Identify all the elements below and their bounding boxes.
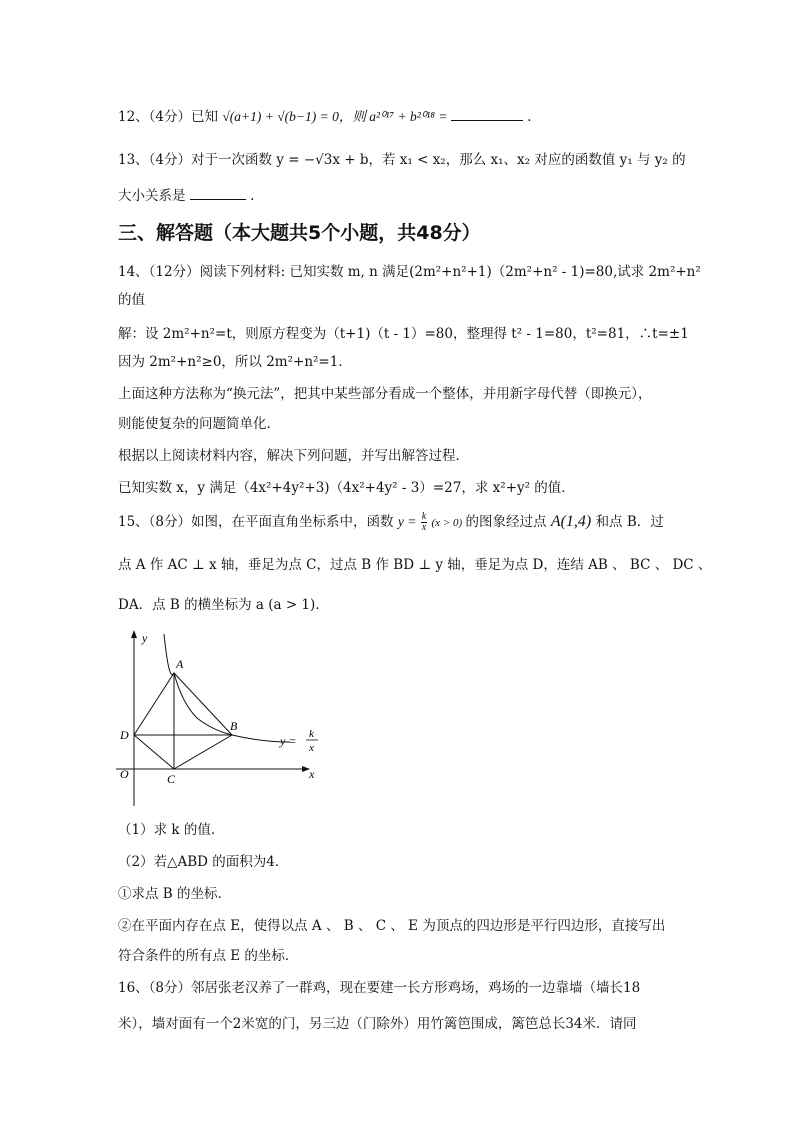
q13-answer-blank[interactable] [190,187,246,200]
func-label-den: x [309,742,314,754]
question-12 [118,107,531,127]
q15-part2: （2）若△ABD 的面积为4． [118,854,289,870]
q14-line2: 的值 [118,292,145,308]
segment-bc [174,735,232,769]
label-x: x [309,767,315,781]
q12-answer-blank[interactable] [451,108,523,121]
section-heading: 三、解答题（本大题共5个小题，共48分） [118,222,481,244]
q15-point-a: A(1,4) [550,513,592,530]
q14-line8: 已知实数 x，y 满足（4x²+4y²+3)（4x²+4y² - 3）=27，求 x²+y² 的值． [118,480,575,496]
q14-line1: 14、（12分）阅读下列材料: 已知实数 m, n 满足(2m²+n²+1)（2m²+n² - 1)=80,试求 2m²+n² [118,264,701,280]
label-c: C [167,772,176,786]
q12-equation: √(a+1) + √(b−1) = 0，则 a²⁰¹⁷ + b²⁰¹⁸ = [222,109,451,124]
q15-line1 [118,512,664,533]
question-13-line1: 13、（4分）对于一次函数 y = −√3x + b，若 x₁ < x₂，那么 x₁、x₂ 对应的函数值 y₁ 与 y₂ 的 [118,152,686,168]
coordinate-figure [112,628,332,813]
label-d: D [120,728,129,742]
hyperbola-curve [164,634,290,742]
q14-line5: 上面这种方法称为“换元法”，把其中某些部分看成一个整体，并用新字母代替（即换元）， [118,386,652,402]
q15-part2b: ②在平面内存在点 E，使得以点 A 、 B 、 C 、 E 为顶点的四边形是平行四边形，直接写出 [118,918,666,934]
q16-line1: 16、（8分）邻居张老汉养了一群鸡，现在要建一长方形鸡场，鸡场的一边靠墙（墙长18 [118,980,641,996]
segment-dc [134,735,174,769]
label-y: y [142,631,148,645]
label-a: A [176,657,184,671]
q15-line1d: 和点 B．过 [595,514,664,530]
q15-line2: 点 A 作 AC ⊥ x 轴，垂足为点 C，过点 B 作 BD ⊥ y 轴，垂足为点 D，连结 AB 、 BC 、 DC 、 [118,557,712,573]
y-axis-arrow [131,630,137,638]
q15-part1: （1）求 k 的值． [118,822,225,838]
q15-func-den: x [421,522,427,534]
q15-line3: DA．点 B 的横坐标为 a (a > 1)． [118,597,329,613]
q12-number: 12、（4分）已知 [118,109,219,125]
q12-end: . [527,109,532,125]
q14-line7: 根据以上阅读材料内容，解决下列问题，并写出解答过程． [118,448,469,464]
label-b: B [230,719,238,733]
q15-func-num: k [421,511,427,523]
q15-line1b: 的图象经过点 [465,514,547,530]
q13-prompt: 大小关系是 [118,188,186,204]
q15-part2a: ①求点 B 的坐标． [118,886,232,902]
q13-end: . [250,188,255,204]
question-13-line2 [118,186,254,206]
q14-line3: 解：设 2m²+n²=t，则原方程变为（t+1)（t - 1）=80，整理得 t² - 1=80，t²=81，∴t=±1 [118,326,689,342]
q15-function: y = $\frac{k}{x}$ (x > 0) [397,511,463,534]
q15-part2c: 符合条件的所有点 E 的坐标． [118,948,299,964]
q14-line6: 则能使复杂的问题简单化． [118,416,280,432]
q16-line2: 米），墙对面有一个2米宽的门，另三边（门除外）用竹篱笆围成，篱笆总长34米．请同 [118,1016,637,1032]
label-o: O [120,767,129,781]
segment-ab [174,673,232,735]
segment-da [134,673,174,735]
func-label-lhs: y = [280,734,297,748]
q14-line4: 因为 2m²+n²≥0，所以 2m²+n²=1． [118,354,352,370]
q15-line1a: 15、（8分）如图，在平面直角坐标系中，函数 [118,514,394,530]
func-label-num: k [309,728,314,740]
